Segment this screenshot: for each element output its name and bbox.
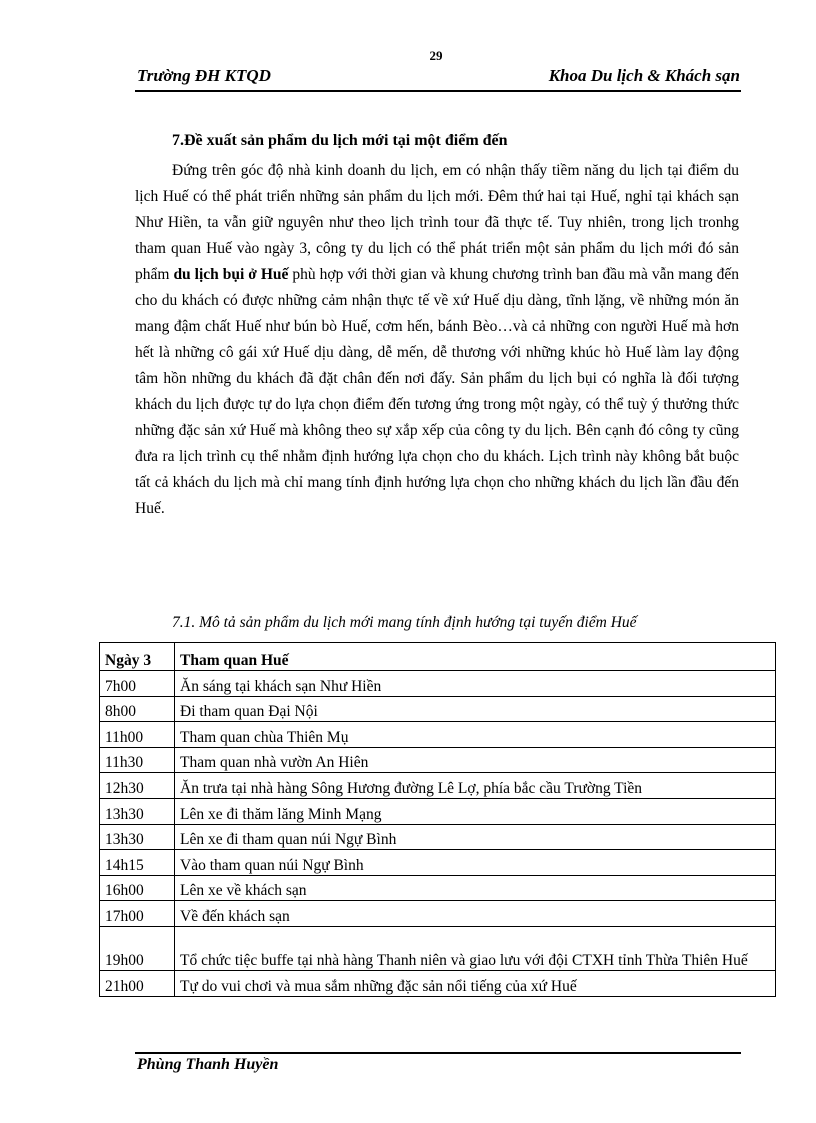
paragraph-part2: phù hợp với thời gian và khung chương trình ban đầu mà vẫn mang đến cho du khách có được những cảm nhận thực tế về xứ Huế dịu dàng, tĩnh lặng, về những món ăn mang đậm chất Huế như bún bò Huế, cơm hến, bánh Bèo…và cả những con người Huế mà hơn hết là những cô gái xứ Huế dịu dàng, dễ mến, dễ thương với những khúc hò Huế làm lay động tâm hồn những du khách đã đặt chân đến nơi đấy. Sản phẩm du lịch bụi có nghĩa là đối tượng khách du lịch được tự do lựa chọn điểm đến tương ứng trong một ngày, có thể tuỳ ý thưởng thức những đặc sản xứ Huế mà không theo sự xắp xếp của công ty du lịch. Bên cạnh đó công ty cũng đưa ra lịch trình cụ thể nhằm định hướng lựa chọn cho du khách. Lịch trình này không bắt buộc tất cả khách du lịch mà chỉ mang tính định hướng lựa chọn cho những khách du lịch lần đầu đến Huế. bbox=[135, 266, 740, 517]
row-activity: Về đến khách sạn bbox=[175, 901, 776, 927]
table-row bbox=[100, 850, 776, 876]
row-activity: Tự do vui chơi và mua sắm những đặc sản nổi tiếng của xứ Huế bbox=[175, 970, 776, 996]
row-time: 13h30 bbox=[100, 798, 175, 824]
row-activity: Ăn sáng tại khách sạn Như Hiền bbox=[175, 671, 776, 697]
row-activity: Lên xe đi tham quan núi Ngự Bình bbox=[175, 824, 776, 850]
header-school: Trường ĐH KTQD bbox=[137, 66, 271, 85]
row-activity: Vào tham quan núi Ngự Bình bbox=[175, 850, 776, 876]
table-row bbox=[100, 722, 776, 748]
row-time: 21h00 bbox=[100, 970, 175, 996]
row-time: 13h30 bbox=[100, 824, 175, 850]
row-activity: Đi tham quan Đại Nội bbox=[175, 696, 776, 722]
table-row bbox=[100, 747, 776, 773]
row-activity: Tham quan nhà vườn An Hiên bbox=[175, 747, 776, 773]
table-row bbox=[100, 875, 776, 901]
table-header-row bbox=[100, 643, 776, 671]
header-activity: Tham quan Huế bbox=[175, 643, 776, 671]
row-activity: Lên xe về khách sạn bbox=[175, 875, 776, 901]
table-row bbox=[100, 696, 776, 722]
row-time: 8h00 bbox=[100, 696, 175, 722]
paragraph-bold-term: du lịch bụi ở Huế bbox=[173, 266, 289, 283]
table-row bbox=[100, 926, 776, 970]
row-time: 19h00 bbox=[100, 926, 175, 970]
row-time: 16h00 bbox=[100, 875, 175, 901]
row-activity: Lên xe đi thăm lăng Minh Mạng bbox=[175, 798, 776, 824]
row-activity: Ăn trưa tại nhà hàng Sông Hương đường Lê Lợ, phía bắc cầu Trường Tiền bbox=[175, 773, 776, 799]
row-time: 11h00 bbox=[100, 722, 175, 748]
section-heading: 7.Đề xuất sản phẩm du lịch mới tại một điểm đến bbox=[172, 132, 508, 149]
subsection-heading: 7.1. Mô tả sản phẩm du lịch mới mang tính định hướng tại tuyến điểm Huế bbox=[172, 614, 637, 631]
table-row bbox=[100, 901, 776, 927]
footer-author: Phùng Thanh Huyền bbox=[137, 1056, 279, 1073]
row-time: 17h00 bbox=[100, 901, 175, 927]
header-day: Ngày 3 bbox=[100, 643, 175, 671]
header-rule bbox=[135, 90, 741, 92]
table-row bbox=[100, 671, 776, 697]
page-number: 29 bbox=[429, 48, 443, 63]
row-time: 14h15 bbox=[100, 850, 175, 876]
row-time: 12h30 bbox=[100, 773, 175, 799]
body-paragraph bbox=[135, 158, 739, 522]
row-activity: Tham quan chùa Thiên Mụ bbox=[175, 722, 776, 748]
header-faculty: Khoa Du lịch & Khách sạn bbox=[548, 66, 740, 85]
row-time: 7h00 bbox=[100, 671, 175, 697]
paragraph-part1: Đứng trên góc độ nhà kinh doanh du lịch, em có nhận thấy tiềm năng du lịch tại điểm du lịch Huế có thể phát triển những sản phẩm du lịch mới. Đêm thứ hai tại Huế, nghỉ tại khách sạn Như Hiền, ta vẫn giữ nguyên như theo lịch trình tour đã thực tế. Tuy nhiên, trong lịch tronhg tham quan Huế vào ngày 3, công ty du lịch có thể phát triển một sản phẩm du lịch mới đó sản phẩm bbox=[135, 162, 739, 283]
footer-rule bbox=[135, 1052, 741, 1054]
table-row bbox=[100, 798, 776, 824]
row-time: 11h30 bbox=[100, 747, 175, 773]
row-activity: Tổ chức tiệc buffe tại nhà hàng Thanh niên và giao lưu với đội CTXH tỉnh Thừa Thiên Huế bbox=[175, 926, 776, 970]
table-row bbox=[100, 824, 776, 850]
table-row bbox=[100, 773, 776, 799]
itinerary-table bbox=[99, 642, 776, 997]
table-row bbox=[100, 970, 776, 996]
